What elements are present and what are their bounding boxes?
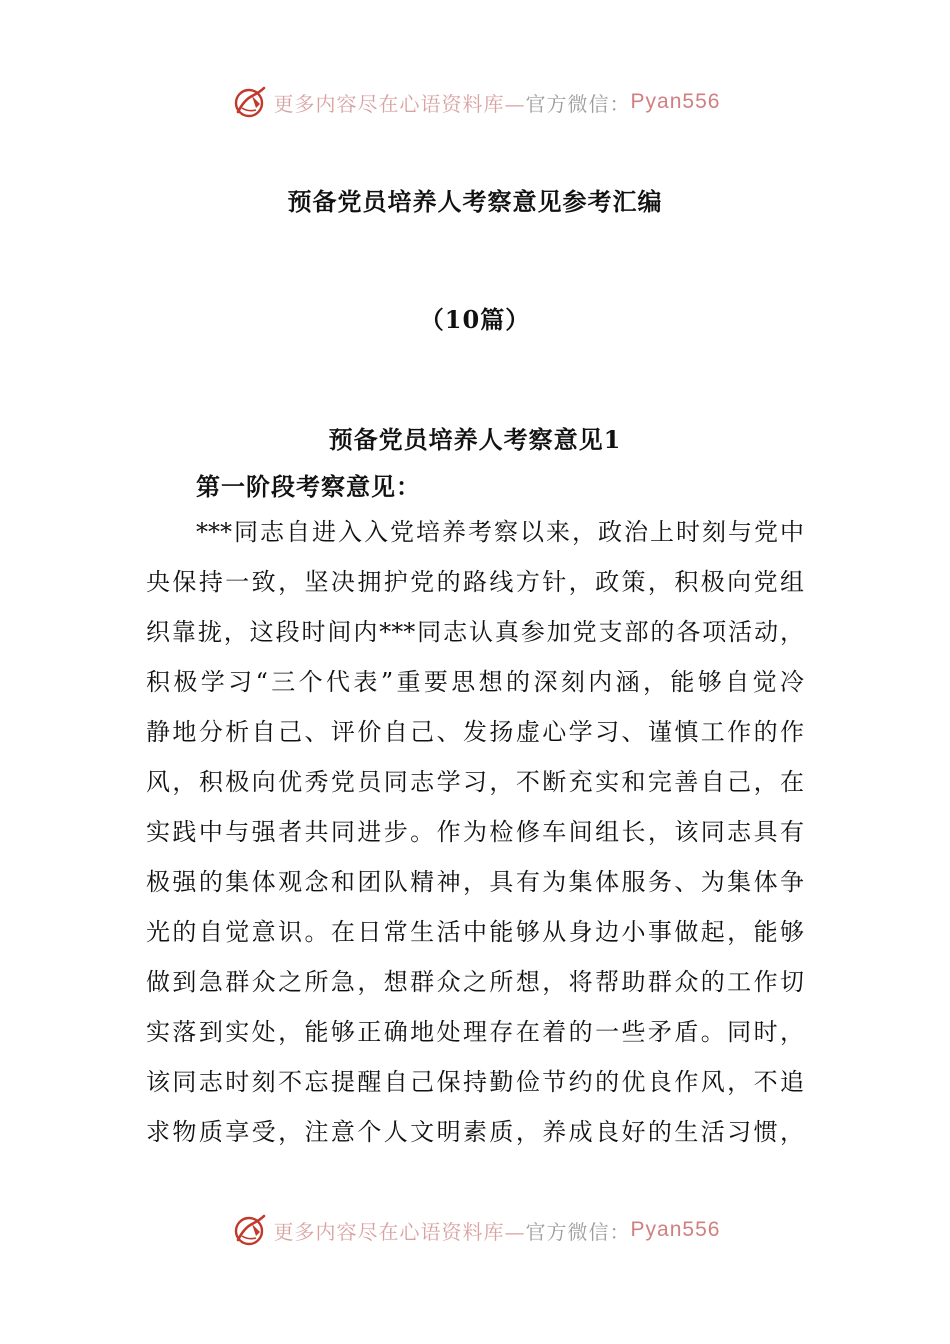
paragraph-line: 静地分析自己、评价自己、发扬虚心学习、谨慎工作的作 xyxy=(146,718,804,746)
pen-swirl-logo-icon xyxy=(230,82,270,122)
watermark-tagline: 更多内容尽在心语资料库— xyxy=(273,91,526,116)
paragraph-line: 该同志时刻不忘提醒自己保持勤俭节约的优良作风，不追 xyxy=(146,1068,804,1096)
pen-swirl-logo-icon xyxy=(230,1210,270,1250)
watermark-handle: Pyan556 xyxy=(630,90,721,113)
stage-heading: 第一阶段考察意见： xyxy=(196,472,421,501)
paragraph-line: ***同志自进入入党培养考察以来，政治上时刻与党中 xyxy=(196,518,804,546)
section-title: 预备党员培养人考察意见1 xyxy=(328,425,622,454)
paragraph-line: 积极学习“三个代表”重要思想的深刻内涵，能够自觉冷 xyxy=(146,668,804,696)
watermark-handle: Pyan556 xyxy=(630,1218,721,1241)
watermark-banner-top xyxy=(0,80,950,124)
document-count: （10篇） xyxy=(419,305,531,334)
watermark-wechat-label: 官方微信： xyxy=(525,91,631,116)
paragraph-line: 织靠拢，这段时间内***同志认真参加党支部的各项活动， xyxy=(146,618,804,646)
paragraph-line: 央保持一致，坚决拥护党的路线方针，政策，积极向党组 xyxy=(146,568,804,596)
paragraph-line: 极强的集体观念和团队精神，具有为集体服务、为集体争 xyxy=(146,868,804,896)
paragraph-line: 光的自觉意识。在日常生活中能够从身边小事做起，能够 xyxy=(146,918,804,946)
watermark-tagline: 更多内容尽在心语资料库— xyxy=(273,1219,526,1244)
paragraph-line: 做到急群众之所急，想群众之所想，将帮助群众的工作切 xyxy=(146,968,804,996)
watermark-wechat-label: 官方微信： xyxy=(525,1219,631,1244)
watermark-banner-bottom xyxy=(0,1208,950,1252)
document-title: 预备党员培养人考察意见参考汇编 xyxy=(287,187,663,216)
paragraph-line: 求物质享受，注意个人文明素质，养成良好的生活习惯， xyxy=(146,1118,804,1146)
paragraph-line: 实落到实处，能够正确地处理存在着的一些矛盾。同时， xyxy=(146,1018,804,1046)
paragraph-line: 实践中与强者共同进步。作为检修车间组长，该同志具有 xyxy=(146,818,804,846)
paragraph-line: 风，积极向优秀党员同志学习，不断充实和完善自己，在 xyxy=(146,768,804,796)
